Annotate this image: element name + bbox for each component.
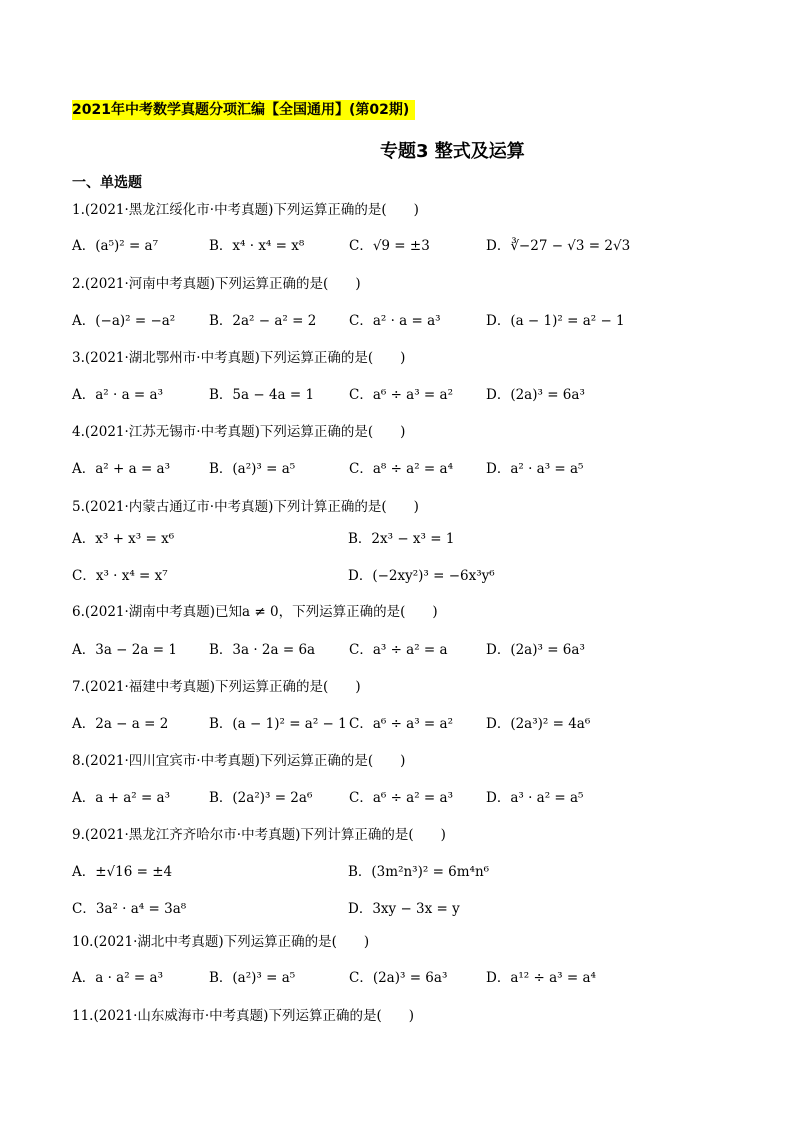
- option-d: D．∛−27 − √3 = 2√3: [486, 238, 631, 254]
- option-d: D．3xy − 3x = y: [348, 901, 460, 917]
- question-8-options: [72, 786, 732, 810]
- question-10-options: [72, 966, 732, 990]
- option-b: B．x⁴ · x⁴ = x⁸: [209, 238, 305, 254]
- option-c: C．a⁶ ÷ a² = a³: [349, 790, 453, 806]
- option-a: A．(−a)² = −a²: [72, 313, 176, 329]
- question-5-options-row-1: [72, 527, 732, 551]
- page-title: 专题3 整式及运算: [380, 141, 525, 162]
- option-b: B．(a − 1)² = a² − 1: [209, 716, 347, 732]
- question-3-stem: 3.(2021·湖北鄂州市·中考真题)下列运算正确的是( ): [72, 350, 406, 366]
- option-d: D．a³ · a² = a⁵: [486, 790, 584, 806]
- option-b: B．3a · 2a = 6a: [209, 642, 316, 658]
- question-1-options: [72, 234, 732, 258]
- option-c: C．a² · a = a³: [349, 313, 441, 329]
- option-d: D．(2a³)² = 4a⁶: [486, 716, 591, 732]
- option-a: A．2a − a = 2: [72, 716, 169, 732]
- question-3-options: [72, 383, 732, 407]
- question-5-stem: 5.(2021·内蒙古通辽市·中考真题)下列计算正确的是( ): [72, 499, 419, 515]
- option-c: C．(2a)³ = 6a³: [349, 970, 448, 986]
- question-10-stem: 10.(2021·湖北中考真题)下列运算正确的是( ): [72, 934, 370, 950]
- question-7-options: [72, 712, 732, 736]
- option-a: A．a² + a = a³: [72, 461, 171, 477]
- option-b: B．(a²)³ = a⁵: [209, 461, 296, 477]
- section-heading: 一、单选题: [72, 175, 142, 191]
- option-b: B．(2a²)³ = 2a⁶: [209, 790, 313, 806]
- question-2-options: [72, 309, 732, 333]
- question-2-stem: 2.(2021·河南中考真题)下列运算正确的是( ): [72, 276, 361, 292]
- option-d: D．a² · a³ = a⁵: [486, 461, 584, 477]
- question-6-options: [72, 638, 732, 662]
- option-c: C．√9 = ±3: [349, 238, 430, 254]
- question-8-stem: 8.(2021·四川宜宾市·中考真题)下列运算正确的是( ): [72, 753, 406, 769]
- option-c: C．x³ · x⁴ = x⁷: [72, 568, 168, 584]
- option-a: A．3a − 2a = 1: [72, 642, 177, 658]
- question-7-stem: 7.(2021·福建中考真题)下列运算正确的是( ): [72, 679, 361, 695]
- question-1-stem: 1.(2021·黑龙江绥化市·中考真题)下列运算正确的是( ): [72, 202, 419, 218]
- option-c: C．a⁸ ÷ a² = a⁴: [349, 461, 453, 477]
- option-a: A．a · a² = a³: [72, 970, 163, 986]
- option-a: A．a² · a = a³: [72, 387, 163, 403]
- option-d: D．(2a)³ = 6a³: [486, 642, 585, 658]
- option-a: A．(a⁵)² = a⁷: [72, 238, 159, 254]
- question-9-stem: 9.(2021·黑龙江齐齐哈尔市·中考真题)下列计算正确的是( ): [72, 827, 446, 843]
- option-d: D．(2a)³ = 6a³: [486, 387, 585, 403]
- question-6-stem: 6.(2021·湖南中考真题)已知a ≠ 0，下列运算正确的是( ): [72, 604, 438, 620]
- question-9-options-row-1: [72, 860, 732, 884]
- option-c: C．3a² · a⁴ = 3a⁸: [72, 901, 187, 917]
- option-b: B．(3m²n³)² = 6m⁴n⁶: [348, 864, 490, 880]
- question-4-options: [72, 457, 732, 481]
- option-b: B．2x³ − x³ = 1: [348, 531, 455, 547]
- question-5-options-row-2: [72, 564, 732, 588]
- option-d: D．a¹² ÷ a³ = a⁴: [486, 970, 596, 986]
- question-9-options-row-2: [72, 897, 732, 921]
- option-c: C．a⁶ ÷ a³ = a²: [349, 387, 453, 403]
- question-11-stem: 11.(2021·山东威海市·中考真题)下列运算正确的是( ): [72, 1008, 414, 1024]
- option-d: D．(−2xy²)³ = −6x³y⁶: [348, 568, 495, 584]
- option-c: C．a³ ÷ a² = a: [349, 642, 448, 658]
- option-b: B．(a²)³ = a⁵: [209, 970, 296, 986]
- option-d: D．(a − 1)² = a² − 1: [486, 313, 625, 329]
- option-b: B．5a − 4a = 1: [209, 387, 315, 403]
- series-banner: 2021年中考数学真题分项汇编【全国通用】(第02期): [72, 100, 415, 120]
- option-c: C．a⁶ ÷ a³ = a²: [349, 716, 453, 732]
- question-4-stem: 4.(2021·江苏无锡市·中考真题)下列运算正确的是( ): [72, 424, 406, 440]
- option-a: A．x³ + x³ = x⁶: [72, 531, 175, 547]
- option-a: A．a + a² = a³: [72, 790, 171, 806]
- option-a: A．±√16 = ±4: [72, 864, 173, 880]
- option-b: B．2a² − a² = 2: [209, 313, 317, 329]
